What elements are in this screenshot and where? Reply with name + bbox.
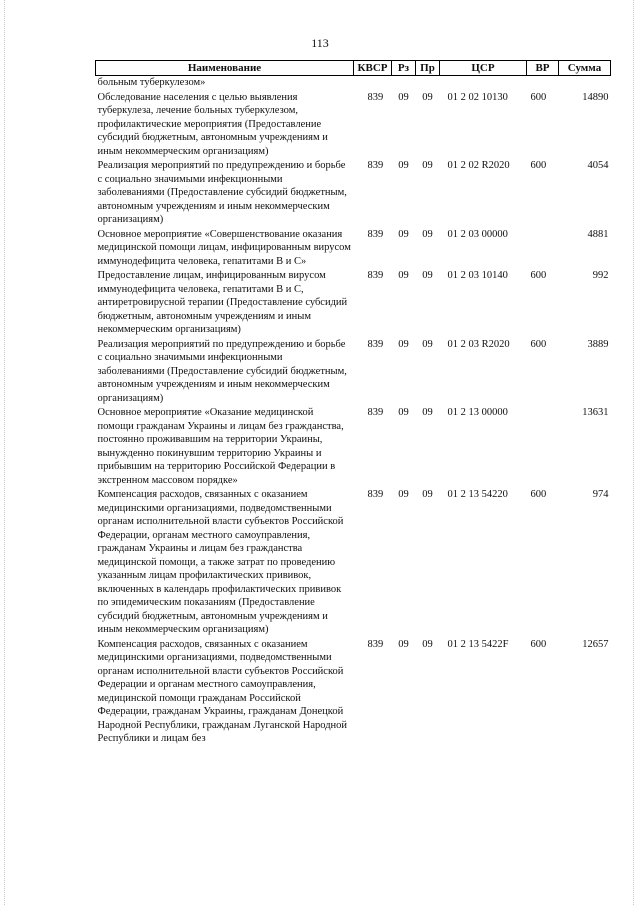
table-row [96,269,611,338]
row-rz: 09 [398,228,409,240]
row-name: Основное мероприятие «Оказание медицинской помощи гражданам Украины и лицам без гражданства, постоянно проживавшим на территории Украины, вынужденно покинувшим территорию Украины и прибывшим на территорию Российской Федерации в экстренном массовом порядке» [97,407,344,486]
table-header [96,61,611,76]
row-sum: 3889 [587,338,609,350]
table-row [96,406,611,488]
row-kvsr: 839 [367,638,384,650]
header-sum: Сумма [559,61,611,76]
row-pr: 09 [422,638,433,650]
row-csr [440,76,527,91]
row-sum: 992 [592,270,609,281]
row-pr: 09 [422,228,433,240]
row-pr: 09 [422,489,433,500]
table-row [96,338,611,407]
row-rz: 09 [398,638,409,650]
header-rz: Рз [392,61,416,76]
row-vr: 600 [530,160,547,171]
table-row [96,159,611,228]
row-name: Предоставление лицам, инфицированным вирусом иммунодефицита человека, гепатитами В и С, антиретровирусной терапии (Предоставление субсидий бюджетным, автономным учреждениям и иным некоммерческим организациям) [97,270,348,335]
row-sum: 13631 [582,407,609,418]
row-vr: 600 [530,270,547,281]
row-csr: 01 2 13 5422F [447,638,509,650]
row-name: Компенсация расходов, связанных с оказанием медицинскими организациями, подведомственными органам исполнительной власти субъектов Российской Федерации, органам местного самоуправления, гражданам Украины и лицам без гражданства медицинской помощи, а также затрат по проведению указанным лицам профилактических прививок, включенных в календарь профилактических прививок по эпидемическим показаниям (Предоставление субсидий бюджетным, автономным учреждениям и иным некоммерческим организациям) [97,489,344,635]
row-pr: 09 [422,91,433,103]
row-csr: 01 2 03 R2020 [447,338,510,350]
row-rz: 09 [398,338,409,350]
row-sum: 974 [592,489,609,500]
row-sum: 4881 [587,228,609,240]
row-name: Основное мероприятие «Совершенствование оказания медицинской помощи лицам, инфицированным вирусом иммунодефицита человека, гепатитами В и С» [97,228,351,267]
header-name: Наименование [96,61,354,76]
row-sum: 12657 [582,638,609,650]
row-kvsr: 839 [367,489,384,500]
table-row [96,488,611,638]
scan-edge-right [633,0,635,905]
row-sum: 14890 [582,91,609,103]
row-rz: 09 [398,407,409,418]
table-row [96,638,611,747]
row-sum [559,76,611,91]
row-csr: 01 2 02 10130 [447,91,508,103]
row-sum: 4054 [587,160,609,171]
row-pr: 09 [422,270,433,281]
header-csr: ЦСР [440,61,527,76]
row-vr: 600 [530,338,547,350]
row-csr: 01 2 02 R2020 [447,160,510,171]
table-row [96,91,611,160]
table-row [96,76,611,91]
row-rz [392,76,416,91]
row-name: Реализация мероприятий по предупреждению и борьбе с социально значимыми инфекционными заболеваниями (Предоставление субсидий бюджетным, автономным учреждениям и иным некоммерческим организациям) [97,160,347,225]
row-kvsr: 839 [367,91,384,103]
row-csr: 01 2 03 00000 [447,228,508,240]
row-pr: 09 [422,338,433,350]
row-rz: 09 [398,160,409,171]
row-rz: 09 [398,91,409,103]
row-kvsr: 839 [367,270,384,281]
row-name: Обследование населения с целью выявления туберкулеза, лечение больных туберкулезом, профилактические мероприятия (Предоставление субсидий бюджетным, автономным учреждениям и иным некоммерческим организациям) [97,91,328,157]
row-pr [416,76,440,91]
row-csr: 01 2 03 10140 [447,270,508,281]
budget-table [95,60,611,747]
row-kvsr: 839 [367,407,384,418]
page-number: 113 [311,36,329,50]
row-vr: 600 [530,489,547,500]
row-pr: 09 [422,407,433,418]
table-body [96,76,611,747]
row-csr: 01 2 13 54220 [447,489,508,500]
row-name: больным туберкулезом» [97,77,206,88]
row-kvsr [354,76,392,91]
row-name: Компенсация расходов, связанных с оказанием медицинскими организациями, подведомственными органам исполнительной власти субъектов Российской Федерации и органам местного самоуправления, медицинской помощи гражданам Российской Федерации, гражданам Украины, гражданам Донецкой Народной Республики, гражданам Луганской Народной Республики и лицам без [97,638,348,744]
row-vr: 600 [530,91,547,103]
row-rz: 09 [398,270,409,281]
row-rz: 09 [398,489,409,500]
row-vr [527,406,559,488]
header-vr: ВР [527,61,559,76]
row-csr: 01 2 13 00000 [447,407,508,418]
row-name: Реализация мероприятий по предупреждению и борьбе с социально значимыми инфекционными заболеваниями (Предоставление субсидий бюджетным, автономным учреждениям и иным некоммерческим организациям) [97,338,347,404]
row-kvsr: 839 [367,160,384,171]
row-vr: 600 [530,638,547,650]
table-row [96,228,611,270]
row-vr [527,228,559,270]
header-pr: Пр [416,61,440,76]
row-vr [527,76,559,91]
row-pr: 09 [422,160,433,171]
scan-edge-left [4,0,6,905]
row-kvsr: 839 [367,338,384,350]
header-kvsr: КВСР [354,61,392,76]
row-kvsr: 839 [367,228,384,240]
